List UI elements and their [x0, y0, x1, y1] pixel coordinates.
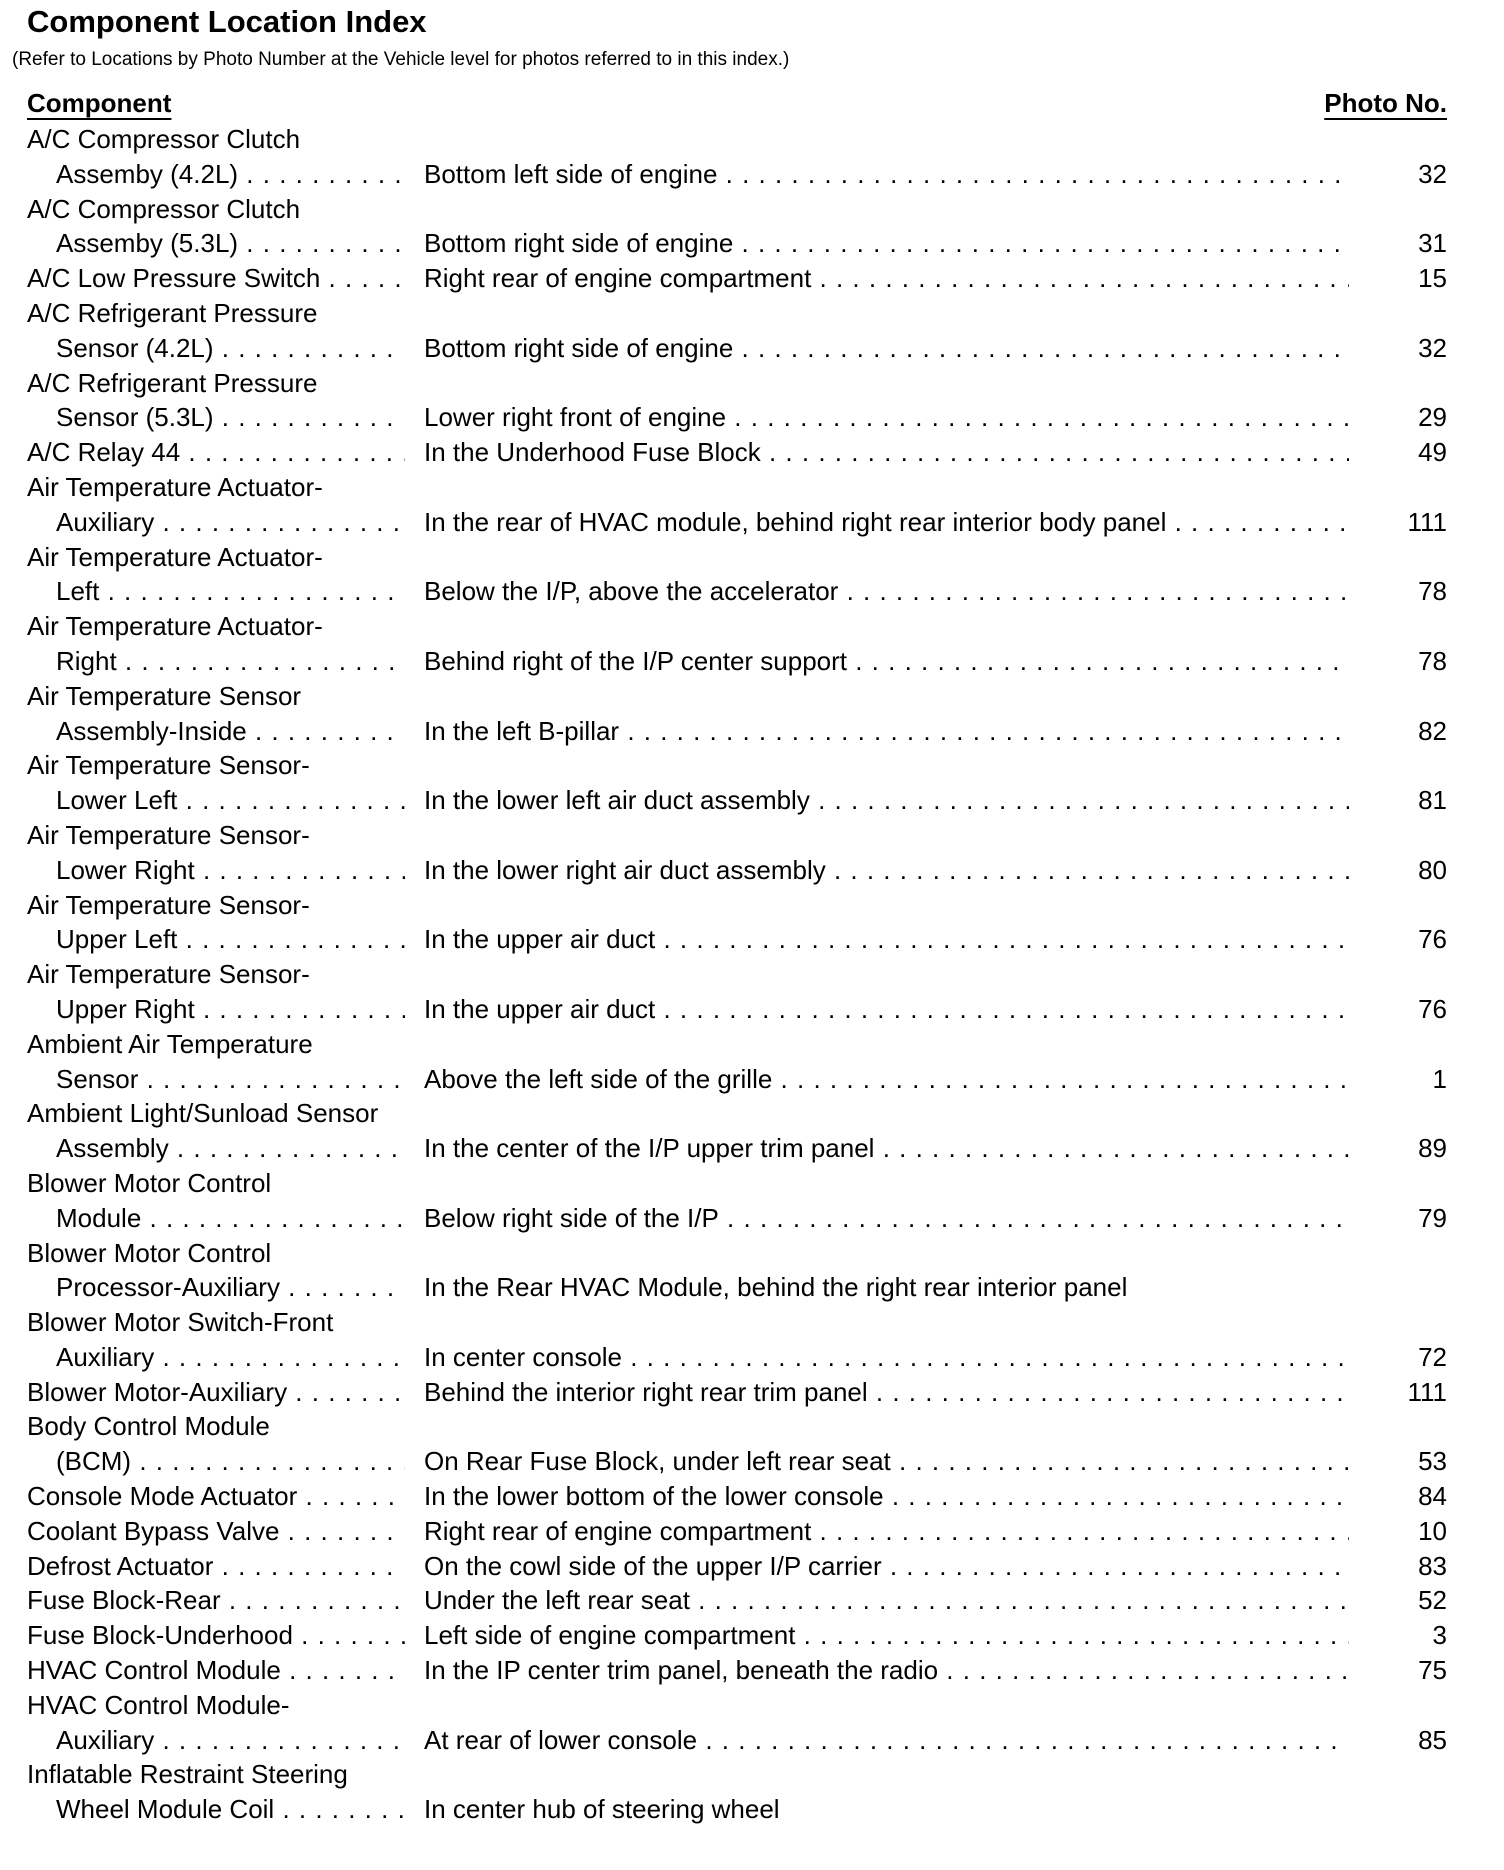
component-location: In center hub of steering wheel: [424, 1794, 780, 1825]
photo-number: 80: [1349, 853, 1447, 888]
component-name: Air Temperature Sensor-: [27, 750, 310, 781]
component-name: Assembly . . .: [56, 1131, 405, 1166]
table-row: [0, 1409, 1504, 1444]
photo-number: 76: [1349, 922, 1447, 957]
component-location: In the lower bottom of the lower console . . .: [424, 1479, 1400, 1514]
table-row: [0, 609, 1504, 644]
component-name: Lower Left . . .: [56, 783, 405, 818]
table-row: [0, 1305, 1504, 1340]
table-row: [0, 1062, 1504, 1097]
component-name: Inflatable Restraint Steering: [27, 1759, 348, 1790]
table-row: [0, 1444, 1504, 1479]
component-name: Air Temperature Actuator-: [27, 471, 323, 502]
component-location: Right rear of engine compartment . . .: [424, 261, 1400, 296]
photo-number: 111: [1349, 505, 1447, 540]
table-row: [0, 331, 1504, 366]
component-location: In center console . . .: [424, 1340, 1400, 1375]
photo-number: 75: [1349, 1653, 1447, 1688]
component-name: A/C Low Pressure Switch . . .: [27, 261, 405, 296]
photo-number: 52: [1349, 1583, 1447, 1618]
photo-number: 78: [1349, 574, 1447, 609]
component-name: Module . . .: [56, 1201, 405, 1236]
component-location: At rear of lower console . . .: [424, 1723, 1400, 1758]
photo-number: 111: [1349, 1375, 1447, 1410]
page-title: Component Location Index: [27, 4, 427, 39]
component-name: Console Mode Actuator . . .: [27, 1479, 405, 1514]
component-name: Sensor (5.3L) . . .: [56, 400, 405, 435]
table-row: [0, 922, 1504, 957]
component-name: Blower Motor-Auxiliary . . .: [27, 1375, 405, 1410]
component-name: Coolant Bypass Valve . . .: [27, 1514, 405, 1549]
component-name: Assemby (4.2L) . . .: [56, 157, 405, 192]
table-row: [0, 1096, 1504, 1131]
component-location: Behind the interior right rear trim panel . . .: [424, 1375, 1400, 1410]
component-location: In the IP center trim panel, beneath the radio . . .: [424, 1653, 1400, 1688]
table-row: [0, 1166, 1504, 1201]
table-row: [0, 818, 1504, 853]
table-row: [0, 574, 1504, 609]
component-name: Auxiliary . . .: [56, 1723, 405, 1758]
component-name: Ambient Air Temperature: [27, 1028, 313, 1059]
table-row: [0, 1340, 1504, 1375]
table-row: [0, 1618, 1504, 1653]
photo-number: 32: [1349, 331, 1447, 366]
table-row: [0, 1479, 1504, 1514]
photo-number: 72: [1349, 1340, 1447, 1375]
component-name: Fuse Block-Underhood . . .: [27, 1618, 405, 1653]
table-row: [0, 470, 1504, 505]
component-location: Below right side of the I/P . . .: [424, 1201, 1400, 1236]
photo-number: 85: [1349, 1723, 1447, 1758]
page-subtitle: (Refer to Locations by Photo Number at the Vehicle level for photos referred to in this index.): [12, 49, 790, 70]
component-location: In the Underhood Fuse Block . . .: [424, 435, 1400, 470]
table-row: [0, 1792, 1504, 1827]
component-name: Blower Motor Switch-Front: [27, 1307, 334, 1338]
component-name: Upper Right . . .: [56, 992, 405, 1027]
component-location: Left side of engine compartment . . .: [424, 1618, 1400, 1653]
component-name: Defrost Actuator . . .: [27, 1549, 405, 1584]
table-row: [0, 992, 1504, 1027]
component-name: (BCM) . . .: [56, 1444, 405, 1479]
table-row: [0, 714, 1504, 749]
component-name: Fuse Block-Rear . . .: [27, 1583, 405, 1618]
table-row: [0, 1549, 1504, 1584]
component-name: Left . . .: [56, 574, 405, 609]
photo-number: 15: [1349, 261, 1447, 296]
component-name: Blower Motor Control: [27, 1167, 272, 1198]
table-row: [0, 888, 1504, 923]
photo-number: 79: [1349, 1201, 1447, 1236]
photo-number: 10: [1349, 1514, 1447, 1549]
photo-number: 53: [1349, 1444, 1447, 1479]
component-name: Assembly-Inside . . .: [56, 714, 405, 749]
component-name: Assemby (5.3L) . . .: [56, 226, 405, 261]
table-row: [0, 644, 1504, 679]
column-header-component: Component: [27, 88, 172, 118]
component-name: Lower Right . . .: [56, 853, 405, 888]
component-location: In the upper air duct . . .: [424, 922, 1400, 957]
table-row: [0, 157, 1504, 192]
component-location: In the lower left air duct assembly . . .: [424, 783, 1400, 818]
component-name: Air Temperature Actuator-: [27, 541, 323, 572]
photo-number: 78: [1349, 644, 1447, 679]
table-row: [0, 261, 1504, 296]
component-name: A/C Refrigerant Pressure: [27, 297, 318, 328]
table-row: [0, 1270, 1504, 1305]
component-location: In the left B-pillar . . .: [424, 714, 1400, 749]
component-location: Above the left side of the grille . . .: [424, 1062, 1400, 1097]
component-name: A/C Relay 44 . . .: [27, 435, 405, 470]
column-header-photo-no: Photo No.: [1324, 88, 1447, 118]
component-location: Bottom right side of engine . . .: [424, 226, 1400, 261]
table-row: [0, 1131, 1504, 1166]
component-location: In the center of the I/P upper trim panel . . .: [424, 1131, 1400, 1166]
photo-number: 49: [1349, 435, 1447, 470]
component-location: Under the left rear seat . . .: [424, 1583, 1400, 1618]
photo-number: 29: [1349, 400, 1447, 435]
component-name: Air Temperature Sensor: [27, 680, 302, 711]
table-row: [0, 748, 1504, 783]
component-location: In the rear of HVAC module, behind right rear interior body panel . . .: [424, 505, 1400, 540]
table-row: [0, 226, 1504, 261]
photo-number: 81: [1349, 783, 1447, 818]
table-row: [0, 679, 1504, 714]
component-name: Body Control Module: [27, 1411, 270, 1442]
table-row: [0, 296, 1504, 331]
index-table: [0, 122, 1504, 1827]
component-name: A/C Compressor Clutch: [27, 193, 301, 224]
component-name: Blower Motor Control: [27, 1237, 272, 1268]
component-name: Processor-Auxiliary . . .: [56, 1270, 405, 1305]
component-location: Bottom right side of engine . . .: [424, 331, 1400, 366]
component-location: In the upper air duct . . .: [424, 992, 1400, 1027]
photo-number: 3: [1349, 1618, 1447, 1653]
table-row: [0, 540, 1504, 575]
component-name: Wheel Module Coil . . .: [56, 1792, 405, 1827]
photo-number: 83: [1349, 1549, 1447, 1584]
table-row: [0, 1583, 1504, 1618]
component-name: Auxiliary . . .: [56, 1340, 405, 1375]
component-name: Auxiliary . . .: [56, 505, 405, 540]
component-name: Ambient Light/Sunload Sensor: [27, 1098, 379, 1129]
component-location: Below the I/P, above the accelerator . . .: [424, 574, 1400, 609]
component-name: Upper Left . . .: [56, 922, 405, 957]
photo-number: 89: [1349, 1131, 1447, 1166]
table-row: [0, 400, 1504, 435]
table-row: [0, 1757, 1504, 1792]
table-row: [0, 1688, 1504, 1723]
component-name: HVAC Control Module-: [27, 1689, 290, 1720]
table-row: [0, 1514, 1504, 1549]
component-name: Right . . .: [56, 644, 405, 679]
component-name: A/C Compressor Clutch: [27, 124, 301, 154]
table-row: [0, 192, 1504, 227]
table-row: [0, 366, 1504, 401]
component-name: Air Temperature Actuator-: [27, 611, 323, 642]
component-name: Air Temperature Sensor-: [27, 959, 310, 990]
component-location: On the cowl side of the upper I/P carrier . . .: [424, 1549, 1400, 1584]
photo-number: 1: [1349, 1062, 1447, 1097]
table-row: [0, 1201, 1504, 1236]
table-row: [0, 122, 1504, 157]
table-row: [0, 957, 1504, 992]
photo-number: 32: [1349, 157, 1447, 192]
table-row: [0, 1723, 1504, 1758]
table-row: [0, 505, 1504, 540]
photo-number: 31: [1349, 226, 1447, 261]
component-name: Sensor . . .: [56, 1062, 405, 1097]
component-location: Bottom left side of engine . . .: [424, 157, 1400, 192]
component-location: Right rear of engine compartment . . .: [424, 1514, 1400, 1549]
component-location: Behind right of the I/P center support . . .: [424, 644, 1400, 679]
table-row: [0, 435, 1504, 470]
component-name: Air Temperature Sensor-: [27, 819, 310, 850]
table-row: [0, 853, 1504, 888]
component-name: A/C Refrigerant Pressure: [27, 367, 318, 398]
photo-number: 76: [1349, 992, 1447, 1027]
table-row: [0, 1236, 1504, 1271]
table-row: [0, 1653, 1504, 1688]
table-row: [0, 1375, 1504, 1410]
table-row: [0, 1027, 1504, 1062]
component-location: In the Rear HVAC Module, behind the right rear interior panel: [424, 1272, 1128, 1303]
photo-number: 84: [1349, 1479, 1447, 1514]
photo-number: 82: [1349, 714, 1447, 749]
table-row: [0, 783, 1504, 818]
component-location: Lower right front of engine . . .: [424, 400, 1400, 435]
component-name: HVAC Control Module . . .: [27, 1653, 405, 1688]
component-name: Air Temperature Sensor-: [27, 889, 310, 920]
component-location: In the lower right air duct assembly . . .: [424, 853, 1400, 888]
component-location: On Rear Fuse Block, under left rear seat . . .: [424, 1444, 1400, 1479]
component-name: Sensor (4.2L) . . .: [56, 331, 405, 366]
